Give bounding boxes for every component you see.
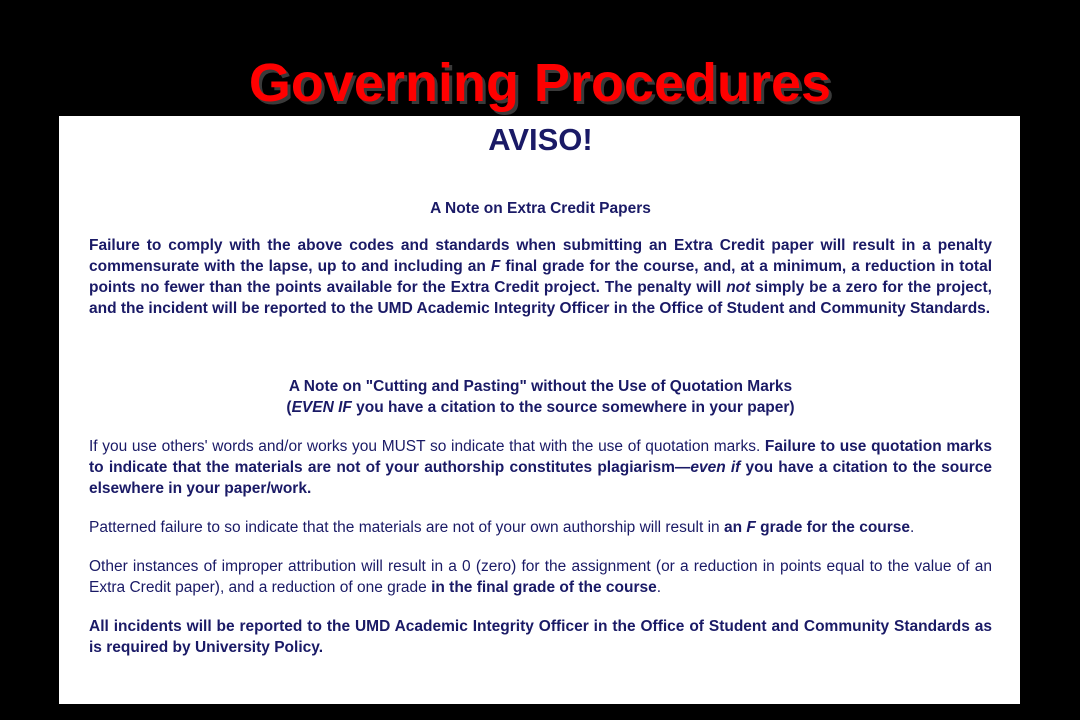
text-run: .	[910, 519, 915, 536]
emphasis-even-if-inline: even if	[690, 459, 741, 476]
extra-credit-paragraph	[89, 235, 992, 319]
emphasis-not: not	[726, 279, 751, 296]
cutting-pasting-subheading	[89, 397, 992, 418]
text-run: Failure to comply with the above codes and standards when submitting an Extra Credit paper will result in a penalty commensurate with the lapse, up to and including an	[89, 237, 992, 275]
cutting-pasting-heading: A Note on "Cutting and Pasting" without the Use of Quotation Marks	[288, 378, 793, 395]
aviso-heading: AVISO!	[488, 122, 593, 157]
text-run: .	[656, 579, 662, 596]
emphasis-even-if: EVEN IF	[291, 399, 352, 416]
bold-run: grade for the course	[755, 519, 911, 536]
bold-run: Failure to use quotation marks to indicate that the materials are not of your authorship constitutes plagiarism—	[89, 438, 992, 476]
improper-attribution-paragraph	[89, 556, 992, 598]
text-run: simply be a zero for the project, and the incident will be reported to the UMD Academic Integrity Officer in the Office of Student and Community Standards.	[89, 279, 992, 317]
slide-title: Governing Procedures	[248, 53, 832, 113]
extra-credit-heading: A Note on Extra Credit Papers	[430, 200, 651, 217]
document-panel	[59, 116, 1020, 704]
text-run: Patterned failure to so indicate that the materials are not of your own authorship will result in	[89, 519, 724, 536]
text-run: Other instances of improper attribution will result in a 0 (zero) for the assignment (or a reduction in points equal to the value of an Extra Credit paper), and a reduction of one grade	[89, 558, 992, 596]
bold-run: in the final grade of the course	[431, 579, 657, 596]
text-run: final grade for the course, and, at a minimum, a reduction in total points no fewer than the points available for the Extra Credit project. The penalty will	[89, 258, 993, 296]
bold-run: an	[723, 519, 747, 536]
patterned-failure-paragraph	[89, 517, 992, 538]
emphasis-f: F	[490, 258, 501, 275]
emphasis-f-grade: F	[746, 519, 756, 536]
text-run: If you use others' words and/or works you MUST so indicate that with the use of quotation marks.	[89, 438, 765, 455]
text-run: (	[286, 399, 292, 416]
bold-run: you have a citation to the source elsewhere in your paper/work.	[89, 459, 992, 497]
quotation-paragraph	[89, 436, 992, 499]
text-run: you have a citation to the source somewhere in your paper)	[351, 399, 795, 416]
incidents-paragraph: All incidents will be reported to the UMD Academic Integrity Officer in the Office of Student and Community Standards as is required by University Policy.	[89, 618, 992, 656]
